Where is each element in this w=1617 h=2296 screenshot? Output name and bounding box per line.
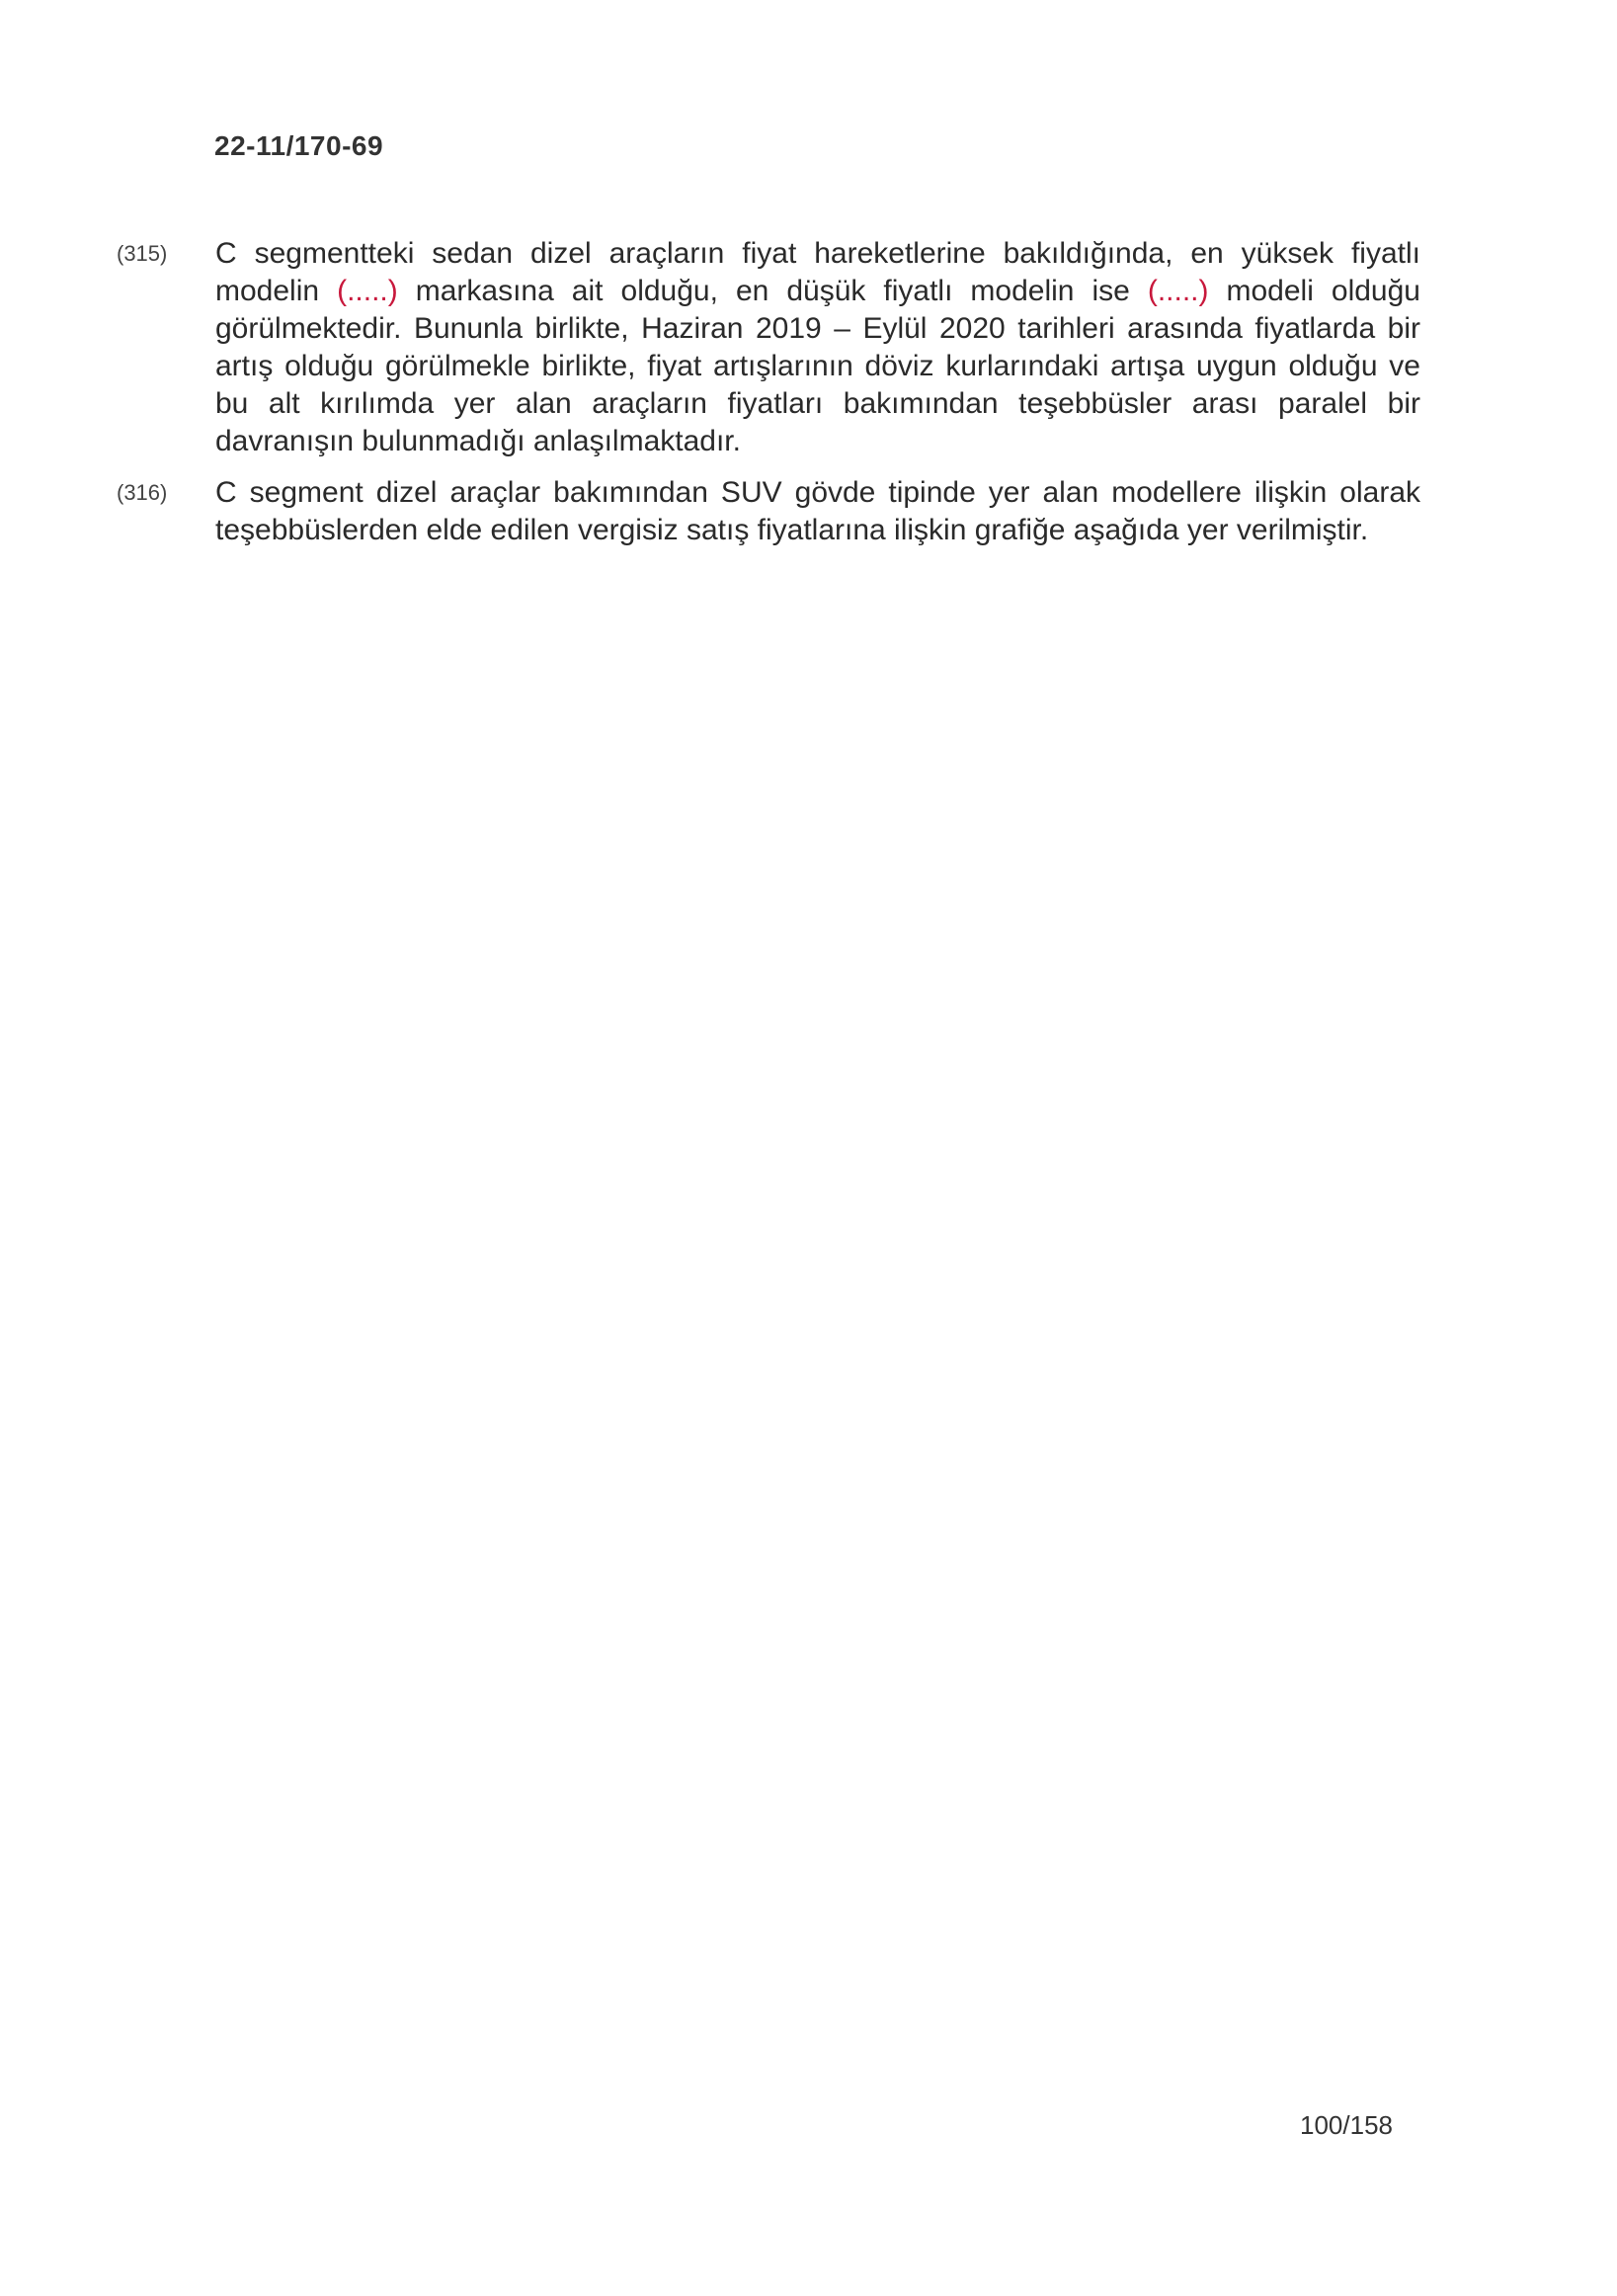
page-number: 100/158 bbox=[1300, 2110, 1393, 2140]
paragraph-number: (316) bbox=[117, 480, 168, 505]
paragraph-text: C segment dizel araçlar bakımından SUV gövde tipinde yer alan modellere ilişkin olarak teşebbüslerden elde edilen vergisiz satış fiyatlarına ilişkin grafiğe aşağıda yer verilmiştir. bbox=[215, 476, 1420, 546]
document-reference-number: 22-11/170-69 bbox=[214, 130, 384, 161]
paragraph-316 bbox=[117, 474, 1420, 549]
redaction-marker: (.....) bbox=[1147, 275, 1209, 307]
paragraph-text bbox=[215, 235, 1420, 460]
text-segment: modeli olduğu görülmektedir. Bununla birlikte, Haziran 2019 – Eylül 2020 tarihleri arasında fiyatlarda bir artış olduğu görülmekle birlikte, fiyat artışlarının döviz kurlarındaki artışa uygun olduğu ve bu alt kırılımda yer alan araçların fiyatları bakımından teşebbüsler arası paralel bir davranışın bulunmadığı anlaşılmaktadır. bbox=[215, 275, 1420, 457]
paragraph-number: (315) bbox=[117, 241, 168, 266]
text-segment: C segmentteki sedan dizel araçların fiyat hareketlerine bakıldığında, en yüksek fiyatlı modelin bbox=[215, 237, 1420, 307]
text-segment: markasına ait olduğu, en düşük fiyatlı modelin ise bbox=[397, 275, 1148, 307]
paragraph-315 bbox=[117, 235, 1420, 460]
redaction-marker: (.....) bbox=[337, 275, 398, 307]
